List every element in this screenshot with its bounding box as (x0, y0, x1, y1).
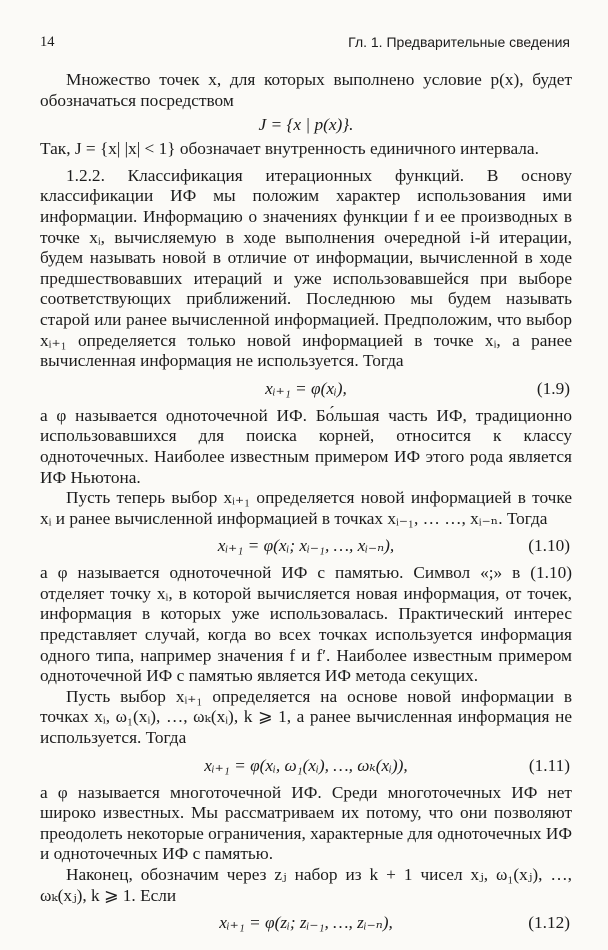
equation-1-9-text: xᵢ₊₁ = φ(xᵢ), (265, 378, 347, 398)
equation-1-12 (40, 911, 572, 935)
equation-1-10-text: xᵢ₊₁ = φ(xᵢ; xᵢ₋₁, …, xᵢ₋ₙ), (217, 536, 395, 556)
equation-1-12-text: xᵢ₊₁ = φ(zᵢ; zᵢ₋₁, …, zᵢ₋ₙ), (219, 913, 393, 933)
equation-1-9 (40, 377, 572, 401)
equation-1-12-number: (1.12) (528, 913, 570, 933)
paragraph-section-1-2-2: 1.2.2. Классификация итерационных функций. В основу классификации ИФ мы положим характер использования ими информации. Информацию о значениях функции f и ее производных в точке xᵢ, вычисляемую в ходе выполнения очередной i-й итерации, будем называть новой в отличие от информации, вычисленной в ходе предшествовавших итераций и уже использовавшейся при выборе соответствующих приближений. Последнюю мы будем называть старой или ранее вычисленной информацией. Предположим, что выбор xᵢ₊₁ определяется только новой информацией в точке xᵢ, а ранее вычисленная информация не используется. Тогда (40, 165, 572, 371)
equation-1-11-text: xᵢ₊₁ = φ(xᵢ, ω₁(xᵢ), …, ωₖ(xᵢ)), (204, 755, 408, 775)
equation-1-10 (40, 534, 572, 558)
equation-1-9-number: (1.9) (536, 378, 570, 398)
equation-set (40, 113, 572, 137)
paragraph-4: а φ называется одноточечной ИФ. Бо́льшая часть ИФ, традиционно использовавшихся для поиска корней, относится к классу одноточечных. Наиболее известным примером ИФ этого рода является ИФ Ньютона. (40, 405, 572, 487)
paragraph-6: а φ называется одноточечной ИФ с памятью. Символ «;» в (1.10) отделяет точку xᵢ, в которой вычисляется новая информация, от точек, информация в которых уже использовалась. Практический интерес представляет случай, когда во всех точках используется информация одного типа, например значения f и f′. Наиболее известным примером одноточечной ИФ с памятью является ИФ метода секущих. (40, 563, 572, 686)
equation-1-11-number: (1.11) (528, 755, 570, 775)
equation-set-text: J = {x | p(x)}. (258, 115, 354, 135)
paragraph-5: Пусть теперь выбор xᵢ₊₁ определяется новой информацией в точке xᵢ и ранее вычисленной информацией в точках xᵢ₋₁, … …, xᵢ₋ₙ. Тогда (40, 488, 572, 528)
page-body (40, 70, 572, 940)
equation-1-11 (40, 754, 572, 778)
paragraph-9: Наконец, обозначим через zⱼ набор из k + 1 чисел xⱼ, ω₁(xⱼ), …, ωₖ(xⱼ), k ⩾ 1. Если (40, 865, 572, 905)
paragraph-2: Так, J = {x| |x| < 1} обозначает внутренность единичного интервала. (40, 139, 539, 159)
page-number: 14 (40, 34, 55, 50)
paragraph-8: а φ называется многоточечной ИФ. Среди многоточечных ИФ нет широко известных. Мы рассматриваем их потому, что они позволяют преодолеть некоторые ограничения, характерные для одноточечных ИФ и одноточечных ИФ с памятью. (40, 782, 572, 864)
paragraph-1: Множество точек x, для которых выполнено условие p(x), будет обозначаться посредством (40, 70, 572, 110)
equation-1-10-number: (1.10) (528, 536, 570, 556)
paragraph-7: Пусть выбор xᵢ₊₁ определяется на основе новой информации в точках xᵢ, ω₁(xᵢ), …, ωₖ(xᵢ), k ⩾ 1, а ранее вычисленная информация не используется. Тогда (40, 686, 572, 748)
running-header: Гл. 1. Предварительные сведения (348, 34, 570, 50)
